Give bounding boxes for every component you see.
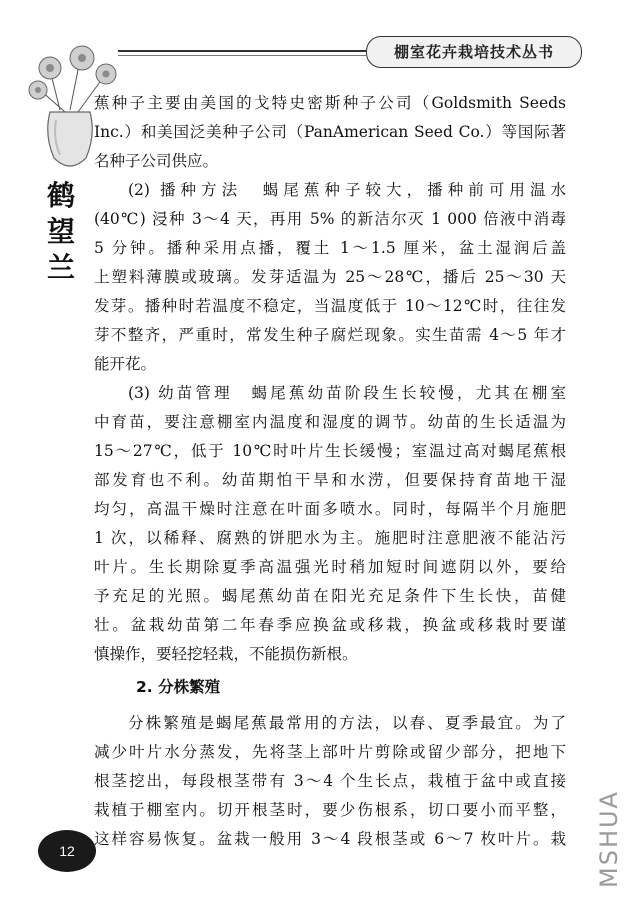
body-line: 慎操作，要轻挖轻栽，不能损伤新根。 [94, 645, 358, 663]
body-line: 叶片。生长期除夏季高温强光时稍加短时间遮阴以外，要给 [94, 558, 566, 576]
body-line: 发芽。播种时若温度不稳定，当温度低于 10～12℃时，往往发 [94, 297, 566, 315]
body-line: 根茎挖出，每段根茎带有 3～4 个生长点，栽植于盆中或直接 [94, 772, 566, 790]
body-line: 分株繁殖是蝎尾蕉最常用的方法，以春、夏季最宜。为了 [128, 714, 566, 732]
body-line: 15～27℃，低于 10℃时叶片生长缓慢；室温过高对蝎尾蕉根 [94, 442, 566, 460]
body-line: 部发育也不利。幼苗期怕干旱和水涝，但要保持育苗地干湿 [94, 471, 566, 489]
body-line: 予充足的光照。蝎尾蕉幼苗在阳光充足条件下生长快，苗健 [94, 587, 566, 605]
body-line: 芽不整齐，严重时，常发生种子腐烂现象。实生苗需 4～5 年才 [94, 326, 566, 344]
side-title-char: 望 [46, 215, 75, 248]
body-line: (3) 幼苗管理 蝎尾蕉幼苗阶段生长较慢，尤其在棚室 [128, 384, 566, 402]
side-chapter-title [44, 178, 78, 286]
header-rule-thin [118, 55, 366, 56]
body-line: Inc.）和美国泛美种子公司（PanAmerican Seed Co.）等国际著 [94, 123, 566, 141]
section-heading: 2. 分株繁殖 [136, 678, 221, 696]
body-line: 壮。盆栽幼苗第二年春季应换盆或移栽，换盆或移栽时要谨 [94, 616, 566, 634]
body-line: 能开花。 [94, 355, 157, 373]
body-line: 1 次，以稀释、腐熟的饼肥水为主。施肥时注意肥液不能沾污 [94, 529, 566, 547]
watermark: MSHUA [595, 790, 623, 888]
body-line: 栽植于棚室内。切开根茎时，要少伤根系，切口要小而平整， [94, 801, 566, 819]
side-title-char: 鹤 [46, 179, 75, 212]
body-line: 名种子公司供应。 [94, 152, 219, 170]
body-line: 减少叶片水分蒸发，先将茎上部叶片剪除或留少部分，把地下 [94, 743, 566, 761]
body-line: 5 分钟。播种采用点播，覆土 1～1.5 厘米，盆土湿润后盖 [94, 239, 566, 257]
body-line: (40℃) 浸种 3～4 天，再用 5% 的新洁尔灭 1 000 倍液中消毒 [94, 210, 566, 228]
body-line: 蕉种子主要由美国的戈特史密斯种子公司（Goldsmith Seeds [94, 94, 566, 112]
body-line: 均匀，高温干燥时注意在叶面多喷水。同时，每隔半个月施肥 [94, 500, 566, 518]
body-line: 中育苗，要注意棚室内温度和湿度的调节。幼苗的生长适温为 [94, 413, 566, 431]
page-number: 12 [38, 830, 96, 872]
body-line: 上塑料薄膜或玻璃。发芽适温为 25～28℃，播后 25～30 天 [94, 268, 566, 286]
body-line: (2) 播种方法 蝎尾蕉种子较大，播种前可用温水 [128, 181, 566, 199]
header-rule [118, 50, 366, 52]
body-line: 这样容易恢复。盆栽一般用 3～4 段根茎或 6～7 枚叶片。栽 [94, 830, 566, 848]
side-title-char: 兰 [46, 251, 75, 284]
series-title: 棚室花卉栽培技术丛书 [366, 36, 582, 68]
